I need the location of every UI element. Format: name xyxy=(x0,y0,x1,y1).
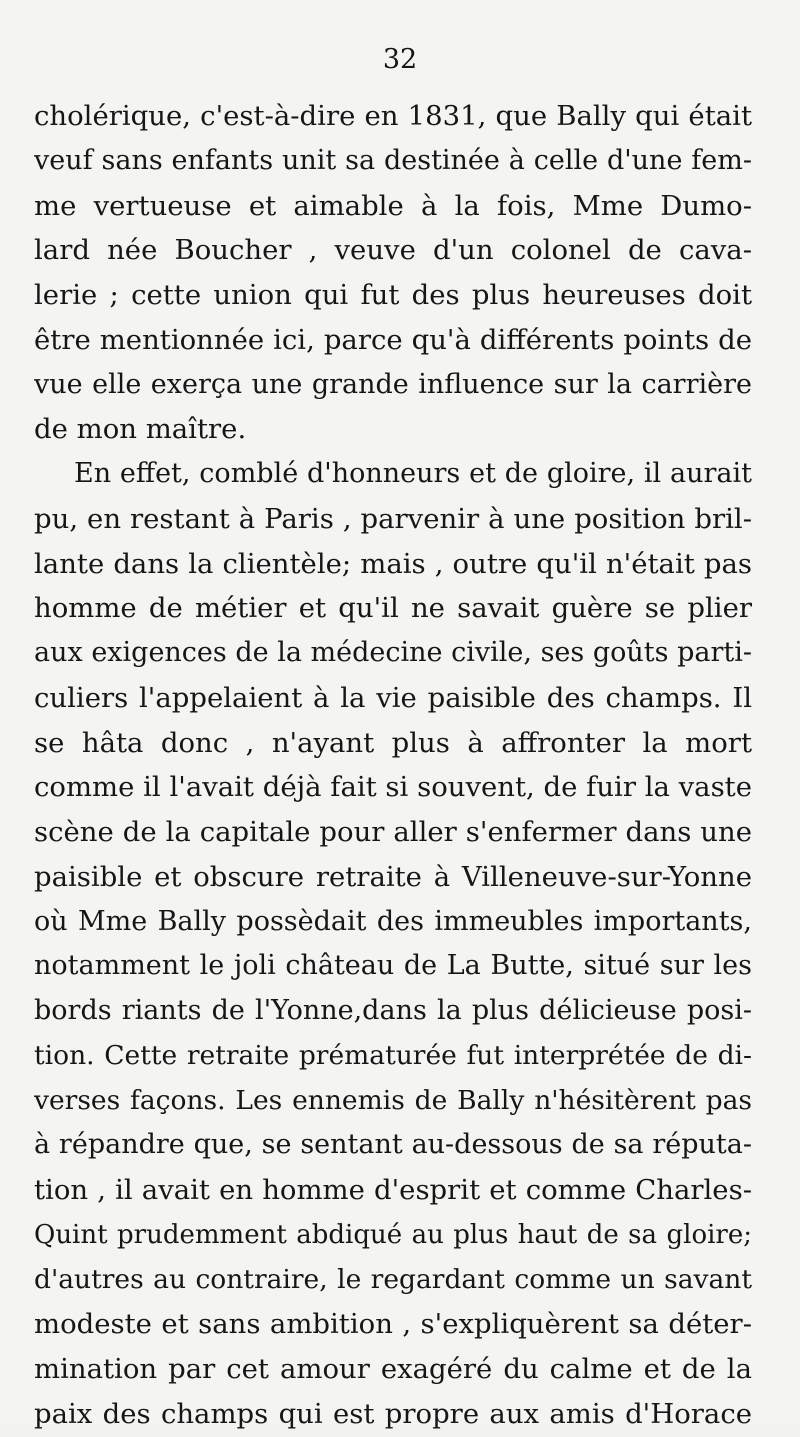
page-number: 32 xyxy=(382,44,418,75)
body-text xyxy=(34,94,752,1437)
text-line: modeste et sans ambition , s'expliquèrent sa déter- xyxy=(34,1308,752,1341)
text-line: vue elle exerça une grande influence sur la carrière xyxy=(34,368,752,400)
text-line: mination par cet amour exagéré du calme et de la xyxy=(34,1353,752,1385)
text-line: tion. Cette retraite prématurée fut interprétée de di- xyxy=(34,1039,752,1071)
text-line: lerie ; cette union qui fut des plus heureuses doit xyxy=(34,279,752,311)
text-line: où Mme Bally possèdait des immeubles importants, xyxy=(34,905,752,937)
text-line: cholérique, c'est-à-dire en 1831, que Bally qui était xyxy=(34,100,752,132)
text-line: veuf sans enfants unit sa destinée à celle d'une fem- xyxy=(34,144,752,176)
text-line: homme de métier et qu'il ne savait guère se plier xyxy=(34,592,752,625)
text-line: d'autres au contraire, le regardant comme un savant xyxy=(34,1263,752,1295)
text-line: comme il l'avait déjà fait si souvent, de fuir la vaste xyxy=(34,771,752,804)
text-line: verses façons. Les ennemis de Bally n'hésitèrent pas xyxy=(34,1084,752,1116)
text-line: pu, en restant à Paris , parvenir à une position bril- xyxy=(34,502,752,535)
text-line: paix des champs qui est propre aux amis d'Horace xyxy=(34,1397,752,1430)
text-line: paisible et obscure retraite à Villeneuve-sur-Yonne xyxy=(34,860,752,893)
text-line: être mentionnée ici, parce qu'à différents points de xyxy=(34,323,752,356)
text-line: lard née Boucher , veuve d'un colonel de cava- xyxy=(34,234,752,267)
paragraph-start-line: En effet, comblé d'honneurs et de gloire, il aurait xyxy=(74,458,752,489)
text-line: scène de la capitale pour aller s'enfermer dans une xyxy=(34,816,752,848)
text-line: à répandre que, se sentant au-dessous de sa réputa- xyxy=(34,1129,752,1161)
text-line: se hâta donc , n'ayant plus à affronter la mort xyxy=(34,726,752,759)
text-line: tion , il avait en homme d'esprit et comme Charles- xyxy=(34,1174,752,1206)
text-line: aux exigences de la médecine civile, ses goûts parti- xyxy=(34,637,752,668)
paragraph-end-line: de mon maître. xyxy=(34,413,247,446)
text-line: culiers l'appelaient à la vie paisible des champs. Il xyxy=(34,681,752,714)
text-line: me vertueuse et aimable à la fois, Mme Dumo- xyxy=(34,189,752,222)
text-line: lante dans la clientèle; mais , outre qu'il n'était pas xyxy=(34,547,752,580)
text-line: Quint prudemment abdiqué au plus haut de sa gloire; xyxy=(34,1219,752,1250)
text-line: bords riants de l'Yonne,dans la plus délicieuse posi- xyxy=(34,995,752,1026)
text-line: notamment le joli château de La Butte, situé sur les xyxy=(34,950,752,982)
